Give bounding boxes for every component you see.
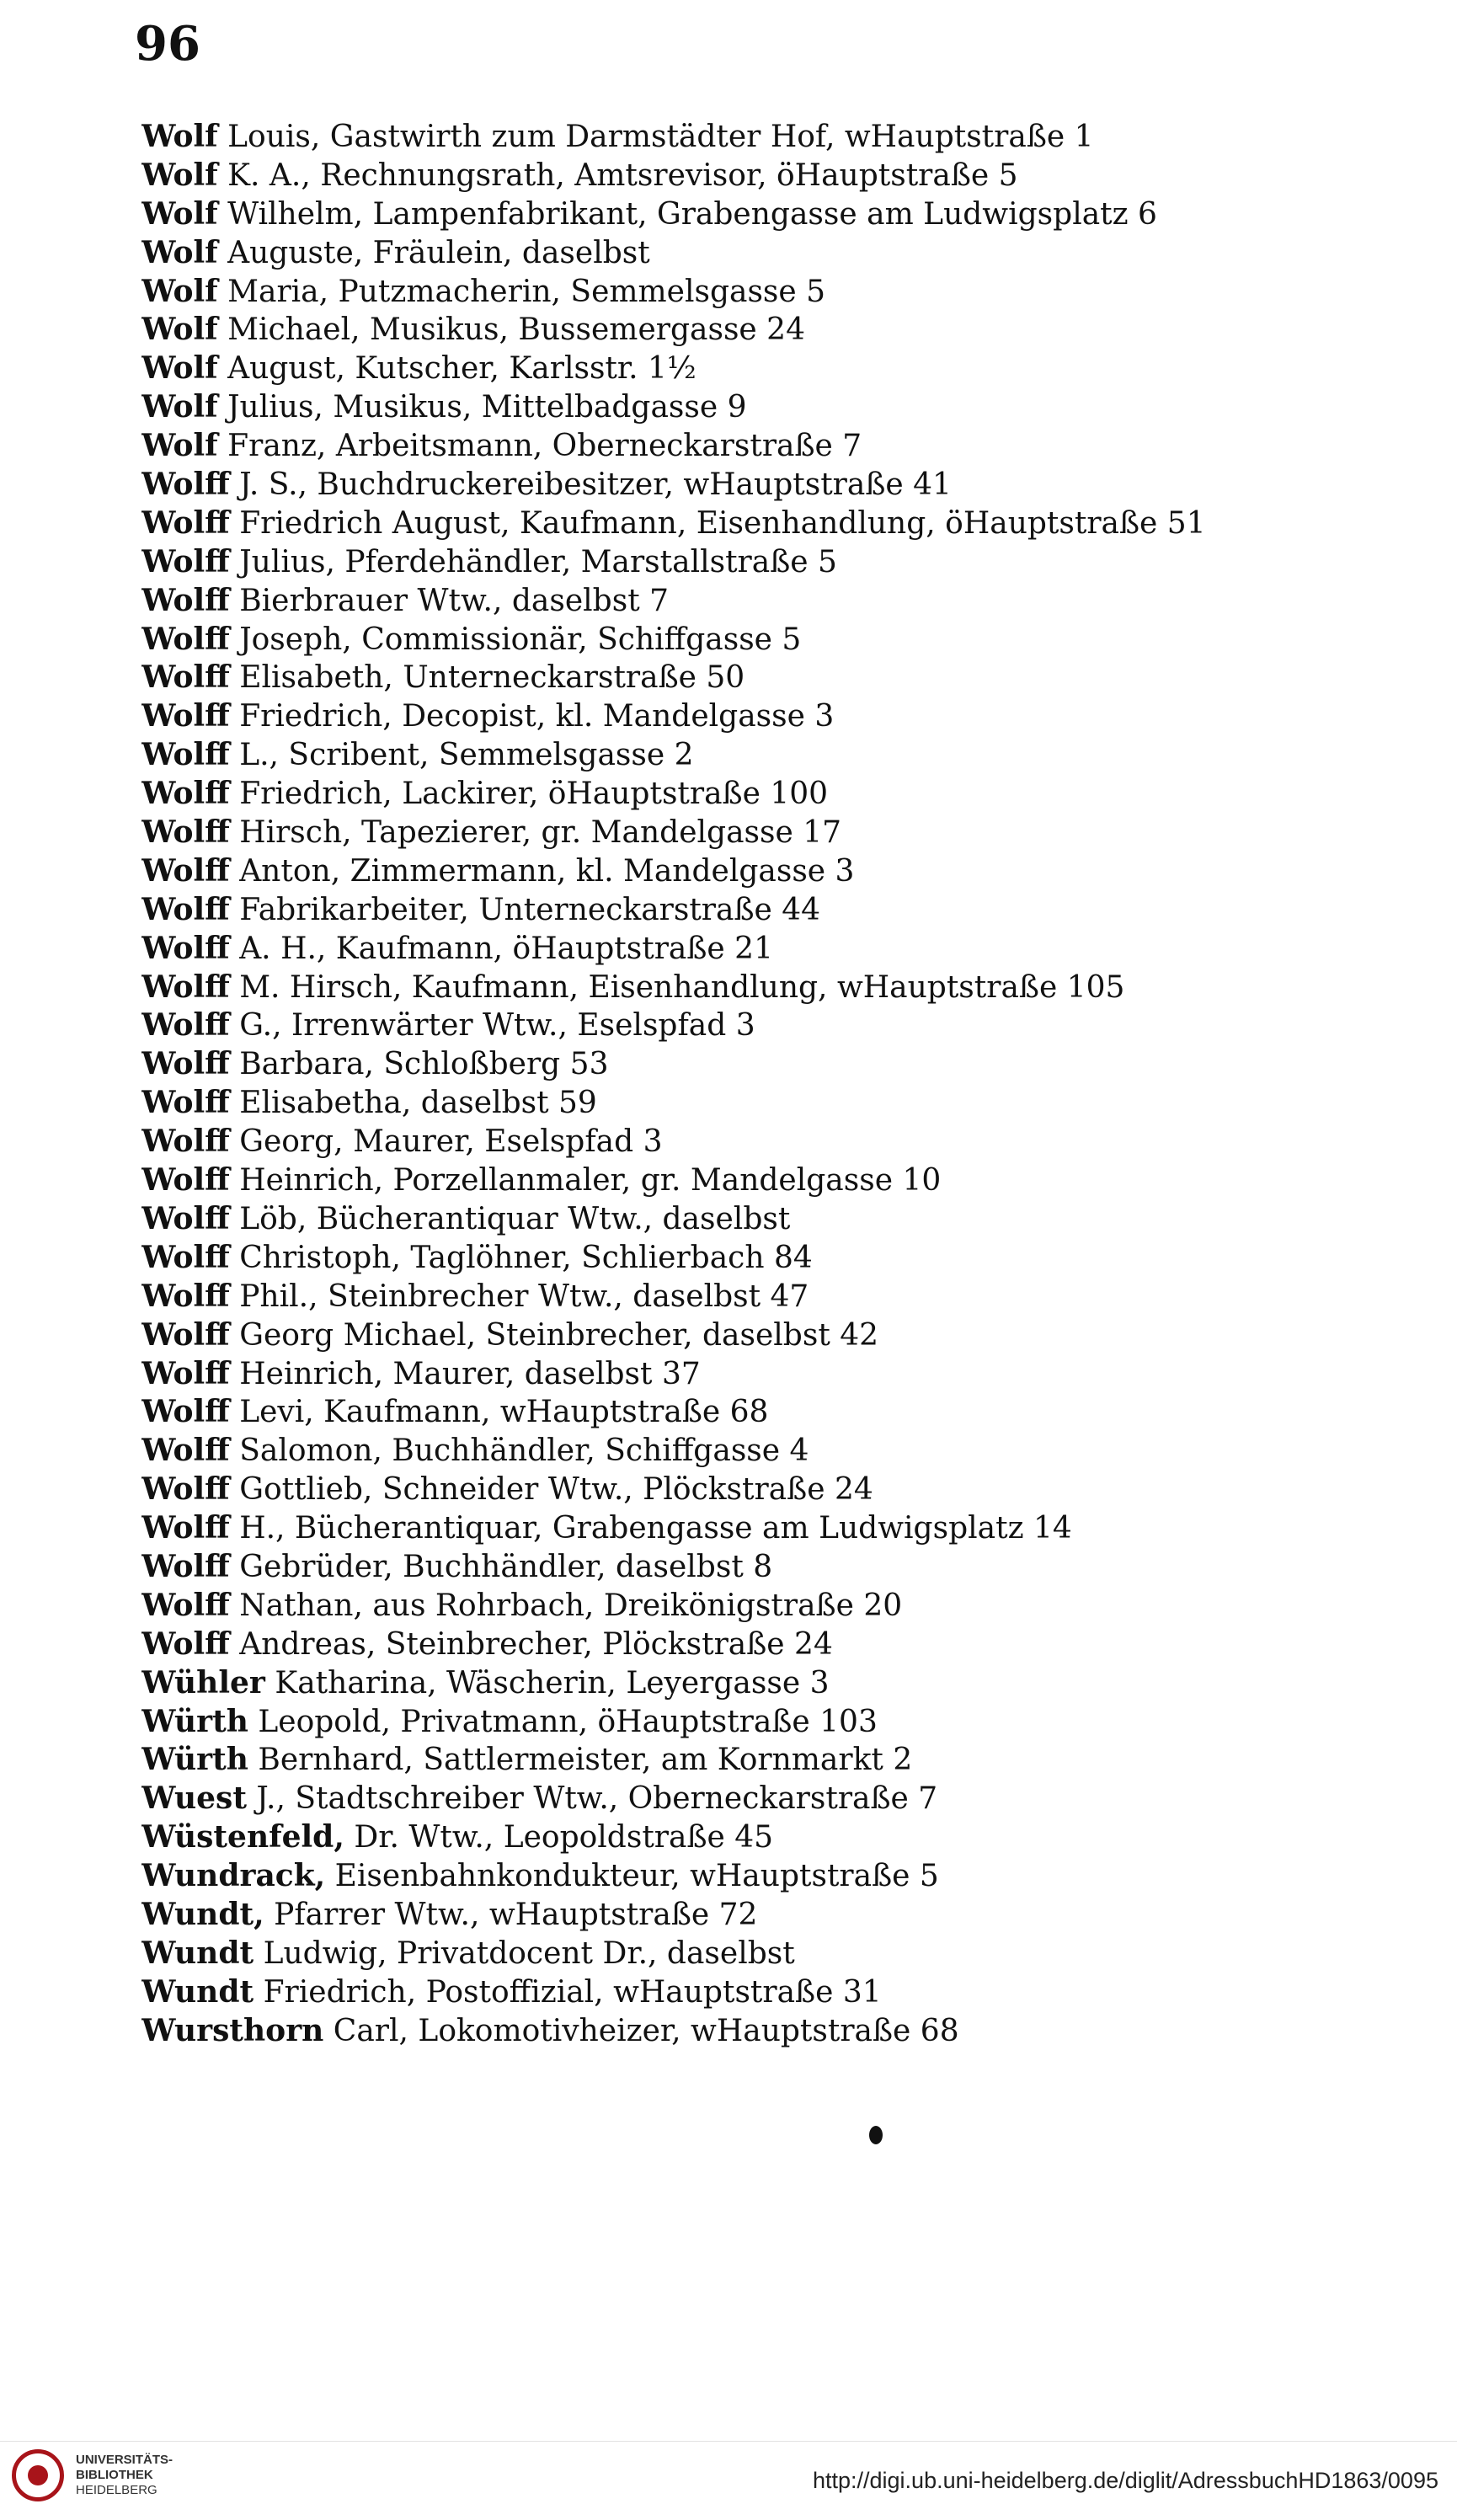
entry-surname: Wolff	[141, 659, 230, 696]
directory-entry	[141, 1973, 1388, 2012]
directory-entry	[141, 1741, 1388, 1780]
entry-details: H., Bücherantiquar, Grabengasse am Ludwigsplatz 14	[239, 1511, 1072, 1546]
entry-surname: Wolff	[141, 621, 230, 657]
entry-surname: Wolff	[141, 1548, 230, 1584]
entry-surname: Wolf	[141, 312, 218, 348]
entry-surname: Wolff	[141, 505, 230, 541]
entry-surname: Wolff	[141, 1007, 230, 1044]
directory-entry	[141, 814, 1388, 852]
directory-entry	[141, 1664, 1388, 1703]
entry-surname: Wühler	[141, 1664, 265, 1700]
entry-details: A. H., Kaufmann, öHauptstraße 21	[239, 931, 773, 966]
directory-entry	[141, 1471, 1388, 1509]
directory-entry	[141, 582, 1388, 621]
entry-surname: Wundt	[141, 1973, 254, 2010]
entry-details: Heinrich, Porzellanmaler, gr. Mandelgasse 10	[239, 1163, 942, 1199]
directory-entry	[141, 1780, 1388, 1818]
entry-details: Wilhelm, Lampenfabrikant, Grabengasse am Ludwigsplatz 6	[227, 196, 1157, 232]
entry-details: Dr. Wtw., Leopoldstraße 45	[354, 1820, 774, 1855]
entry-surname: Wolff	[141, 1587, 230, 1623]
entry-details: Michael, Musikus, Bussemergasse 24	[227, 312, 805, 348]
entry-details: Carl, Lokomotivheizer, wHauptstraße 68	[333, 2013, 959, 2048]
directory-entry	[141, 157, 1388, 195]
entry-details: Maria, Putzmacherin, Semmelsgasse 5	[227, 274, 826, 309]
entry-details: L., Scribent, Semmelsgasse 2	[239, 738, 694, 773]
entry-details: Friedrich August, Kaufmann, Eisenhandlung, öHauptstraße 51	[239, 505, 1206, 541]
entry-surname: Wüstenfeld,	[141, 1819, 344, 1855]
directory-entry	[141, 1626, 1388, 1664]
directory-entry	[141, 427, 1388, 466]
directory-entry	[141, 273, 1388, 312]
entry-surname: Wolff	[141, 1433, 230, 1469]
entry-details: Gottlieb, Schneider Wtw., Plöckstraße 24	[239, 1472, 873, 1508]
page-number: 96	[135, 16, 200, 72]
entry-details: Pfarrer Wtw., wHauptstraße 72	[274, 1897, 758, 1932]
directory-entry	[141, 1200, 1388, 1239]
entry-details: Franz, Arbeitsmann, Oberneckarstraße 7	[227, 429, 862, 464]
entry-details: K. A., Rechnungsrath, Amtsrevisor, öHauptstraße 5	[227, 158, 1018, 193]
directory-entry	[141, 1818, 1388, 1857]
entry-surname: Wolff	[141, 776, 230, 812]
entry-details: Julius, Pferdehändler, Marstallstraße 5	[239, 544, 837, 579]
directory-entry	[141, 1896, 1388, 1935]
directory-entry	[141, 234, 1388, 273]
directory-entry	[141, 852, 1388, 891]
entry-details: Georg, Maurer, Eselspfad 3	[239, 1124, 663, 1160]
directory-entry	[141, 1316, 1388, 1355]
directory-entry	[141, 1355, 1388, 1394]
entry-details: Anton, Zimmermann, kl. Mandelgasse 3	[239, 853, 855, 889]
entry-details: Salomon, Buchhändler, Schiffgasse 4	[239, 1434, 809, 1469]
entry-details: M. Hirsch, Kaufmann, Eisenhandlung, wHauptstraße 105	[239, 969, 1125, 1005]
directory-entry	[141, 621, 1388, 659]
entry-details: Leopold, Privatmann, öHauptstraße 103	[258, 1704, 878, 1739]
logo-line-2: BIBLIOTHEK	[76, 2468, 153, 2482]
entry-surname: Wolf	[141, 119, 218, 154]
entry-details: Christoph, Taglöhner, Schlierbach 84	[239, 1240, 813, 1275]
entry-details: Friedrich, Postoffizial, wHauptstraße 31	[263, 1974, 882, 2010]
entry-surname: Wundt	[141, 1935, 254, 1971]
entry-surname: Wolff	[141, 1510, 230, 1546]
directory-entry	[141, 388, 1388, 427]
directory-entry	[141, 543, 1388, 582]
logo-line-1: UNIVERSITÄTS-	[76, 2453, 173, 2467]
directory-entry	[141, 118, 1388, 157]
directory-entries	[141, 118, 1388, 2051]
directory-entry	[141, 775, 1388, 814]
directory-entry	[141, 1432, 1388, 1471]
footer-divider	[0, 2441, 1457, 2442]
entry-surname: Wolff	[141, 1124, 230, 1160]
entry-surname: Wolff	[141, 1471, 230, 1508]
entry-surname: Wolff	[141, 543, 230, 579]
directory-entry	[141, 1703, 1388, 1742]
entry-surname: Wolff	[141, 814, 230, 851]
directory-entry	[141, 311, 1388, 350]
directory-entry	[141, 736, 1388, 775]
directory-entry	[141, 1393, 1388, 1432]
directory-entry	[141, 1278, 1388, 1316]
entry-surname: Wolff	[141, 1626, 230, 1662]
entry-details: Julius, Musikus, Mittelbadgasse 9	[227, 390, 747, 425]
directory-entry	[141, 1239, 1388, 1278]
entry-surname: Wolf	[141, 389, 218, 425]
logo-text	[76, 2453, 173, 2498]
entry-details: Nathan, aus Rohrbach, Dreikönigstraße 20	[239, 1588, 903, 1623]
entry-details: Fabrikarbeiter, Unterneckarstraße 44	[239, 892, 821, 927]
entry-surname: Wolff	[141, 969, 230, 1005]
directory-entry	[141, 697, 1388, 736]
directory-entry	[141, 969, 1388, 1007]
source-url-link[interactable]: http://digi.ub.uni-heidelberg.de/diglit/AdressbuchHD1863/0095	[812, 2468, 1438, 2493]
entry-details: Georg Michael, Steinbrecher, daselbst 42	[239, 1317, 879, 1353]
directory-entry	[141, 1123, 1388, 1161]
entry-surname: Wolff	[141, 1085, 230, 1121]
entry-details: Friedrich, Decopist, kl. Mandelgasse 3	[239, 699, 835, 734]
entry-surname: Wolff	[141, 1046, 230, 1082]
directory-entry	[141, 2012, 1388, 2051]
entry-surname: Wolff	[141, 1355, 230, 1391]
directory-entry	[141, 350, 1388, 388]
directory-entry	[141, 1006, 1388, 1045]
directory-entry	[141, 930, 1388, 969]
directory-entry	[141, 1548, 1388, 1587]
directory-entry	[141, 195, 1388, 234]
entry-surname: Wolff	[141, 467, 230, 503]
entry-details: Eisenbahnkondukteur, wHauptstraße 5	[334, 1859, 939, 1894]
entry-surname: Wolff	[141, 1239, 230, 1275]
entry-surname: Wursthorn	[141, 2012, 324, 2048]
entry-surname: Wundrack,	[141, 1858, 326, 1894]
entry-surname: Wolff	[141, 891, 230, 927]
entry-details: Ludwig, Privatdocent Dr., daselbst	[263, 1935, 795, 1971]
university-seal-icon	[12, 2449, 64, 2501]
entry-details: J., Stadtschreiber Wtw., Oberneckarstraße 7	[256, 1781, 938, 1817]
directory-entry	[141, 466, 1388, 505]
entry-surname: Wolff	[141, 1278, 230, 1314]
entry-surname: Wolff	[141, 852, 230, 889]
entry-details: Katharina, Wäscherin, Leyergasse 3	[275, 1665, 830, 1700]
entry-details: Löb, Bücherantiquar Wtw., daselbst	[239, 1201, 791, 1236]
entry-details: Friedrich, Lackirer, öHauptstraße 100	[239, 777, 829, 812]
directory-entry	[141, 659, 1388, 697]
entry-surname: Wolff	[141, 582, 230, 618]
directory-entry	[141, 505, 1388, 543]
entry-surname: Wolff	[141, 1394, 230, 1430]
entry-surname: Wolff	[141, 930, 230, 966]
entry-details: Levi, Kaufmann, wHauptstraße 68	[239, 1395, 769, 1430]
entry-details: Auguste, Fräulein, daselbst	[227, 235, 650, 270]
directory-entry	[141, 1084, 1388, 1123]
entry-surname: Wolf	[141, 195, 218, 232]
entry-surname: Würth	[141, 1703, 248, 1739]
entry-surname: Wolf	[141, 273, 218, 309]
directory-entry	[141, 1935, 1388, 1973]
entry-surname: Wolf	[141, 234, 218, 270]
entry-surname: Wolff	[141, 1316, 230, 1353]
entry-details: Louis, Gastwirth zum Darmstädter Hof, wHauptstraße 1	[227, 120, 1094, 154]
directory-entry	[141, 1045, 1388, 1084]
entry-details: Elisabeth, Unterneckarstraße 50	[239, 660, 745, 696]
directory-entry	[141, 891, 1388, 930]
entry-surname: Wuest	[141, 1781, 247, 1817]
entry-details: Phil., Steinbrecher Wtw., daselbst 47	[239, 1279, 809, 1314]
entry-details: G., Irrenwärter Wtw., Eselspfad 3	[239, 1008, 755, 1044]
entry-details: Barbara, Schloßberg 53	[239, 1047, 609, 1082]
directory-entry	[141, 1587, 1388, 1626]
entry-details: Joseph, Commissionär, Schiffgasse 5	[239, 622, 802, 657]
library-logo[interactable]	[12, 2449, 173, 2501]
logo-line-3: HEIDELBERG	[76, 2483, 157, 2497]
entry-details: Bierbrauer Wtw., daselbst 7	[239, 583, 670, 618]
entry-details: Gebrüder, Buchhändler, daselbst 8	[239, 1549, 773, 1584]
entry-surname: Wolff	[141, 1200, 230, 1236]
entry-details: Andreas, Steinbrecher, Plöckstraße 24	[239, 1626, 833, 1662]
entry-surname: Wundt,	[141, 1896, 264, 1932]
entry-details: Hirsch, Tapezierer, gr. Mandelgasse 17	[239, 815, 842, 851]
entry-surname: Wolf	[141, 428, 218, 464]
entry-details: Heinrich, Maurer, daselbst 37	[239, 1356, 701, 1391]
entry-details: Bernhard, Sattlermeister, am Kornmarkt 2	[258, 1743, 913, 1778]
entry-details: August, Kutscher, Karlsstr. 1½	[227, 351, 696, 387]
entry-details: J. S., Buchdruckereibesitzer, wHauptstraße 41	[239, 467, 952, 503]
entry-surname: Wolf	[141, 157, 218, 193]
entry-surname: Wolf	[141, 350, 218, 387]
entry-surname: Wolff	[141, 737, 230, 773]
entry-surname: Würth	[141, 1742, 248, 1778]
directory-entry	[141, 1857, 1388, 1896]
entry-details: Elisabetha, daselbst 59	[239, 1086, 597, 1121]
entry-surname: Wolff	[141, 1162, 230, 1199]
entry-surname: Wolff	[141, 698, 230, 734]
ink-dot	[869, 2126, 883, 2144]
directory-entry	[141, 1161, 1388, 1200]
directory-entry	[141, 1509, 1388, 1548]
